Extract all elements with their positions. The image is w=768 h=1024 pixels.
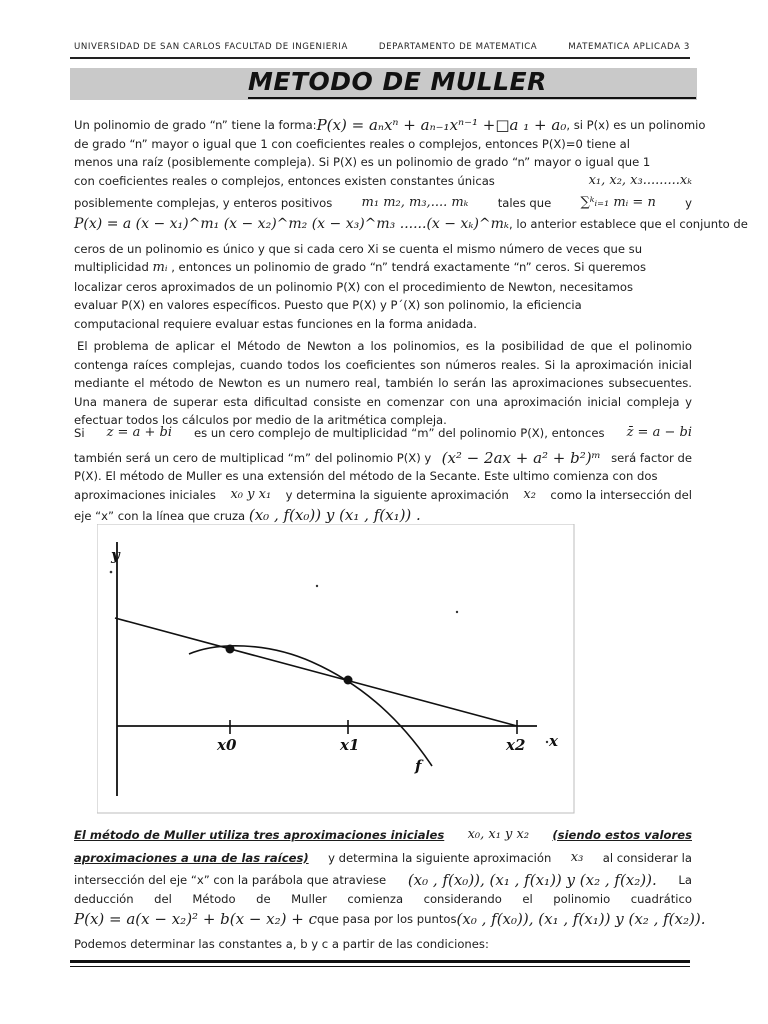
x-axis-label: x bbox=[549, 732, 558, 750]
text: , si P(x) es un polinomio bbox=[566, 118, 706, 132]
x3-symbol: x₃ bbox=[570, 849, 584, 865]
multiplicity-symbol: mᵢ bbox=[152, 260, 168, 276]
point-x0 bbox=[226, 645, 235, 654]
complex-root-equation: z = a + bi bbox=[106, 425, 172, 440]
secant-diagram bbox=[97, 524, 575, 814]
header-rule bbox=[70, 57, 690, 59]
secant-points-equation: (x₀ , f(x₀)) y (x₁ , f(x₁)) . bbox=[248, 506, 421, 525]
polynomial-equation: P(x) = aₙxⁿ + aₙ₋₁xⁿ⁻¹ +□a ₁ + a₀ bbox=[316, 116, 567, 134]
multiplicities-equation: m₁ m₂, m₃,.... mₖ bbox=[361, 195, 469, 211]
text: que pasa por los puntos bbox=[317, 912, 457, 927]
figure-frame bbox=[97, 524, 574, 813]
next-approx-symbol: x₂ bbox=[523, 486, 536, 502]
text: aproximaciones a una de las raíces) bbox=[74, 850, 309, 865]
footer-rule-thin bbox=[70, 966, 690, 967]
text: es un cero complejo de multiplicidad “m” del polinomio P(X), entonces bbox=[193, 426, 605, 440]
paragraph-intro bbox=[74, 116, 748, 334]
text: menos una raíz (posiblemente compleja). Si P(X) es un polinomio de grado “n” mayor o igual que 1 bbox=[74, 155, 651, 170]
paragraph-muller-method bbox=[74, 826, 706, 954]
initial-approx-symbols: x₀ y x₁ bbox=[230, 486, 272, 502]
text: posiblemente complejas, y enteros positivos bbox=[74, 196, 333, 211]
stray-dot bbox=[456, 611, 458, 613]
points-equation: (x₀ , f(x₀)), (x₁ , f(x₁)) y (x₂ , f(x₂)). bbox=[456, 910, 706, 929]
f-label: f bbox=[415, 757, 422, 775]
text: tales que bbox=[497, 196, 552, 211]
page-title: METODO DE MULLER bbox=[248, 67, 547, 96]
text: La bbox=[678, 873, 692, 888]
conjugate-root-equation: z̄ = a − bi bbox=[626, 425, 692, 440]
text: al considerar la bbox=[602, 850, 692, 865]
text: también será un cero de multiplicad “m” del polinomio P(X) y bbox=[74, 450, 432, 465]
text: aproximaciones iniciales bbox=[74, 487, 216, 502]
secant-figure bbox=[97, 524, 575, 814]
text: computacional requiere evaluar estas funciones en la forma anidada. bbox=[74, 316, 477, 331]
text: deducción del Método de Muller comienza considerando el polinomio cuadrático bbox=[74, 891, 692, 906]
text: eje “x” con la línea que cruza bbox=[74, 509, 246, 524]
quadratic-polynomial-equation: P(x) = a(x − x₂)² + b(x − x₂) + c bbox=[74, 910, 318, 929]
header-department: DEPARTAMENTO DE MATEMATICA bbox=[378, 42, 538, 52]
x0-label: x0 bbox=[217, 736, 237, 754]
stray-dot bbox=[316, 585, 318, 587]
text: , entonces un polinomio de grado “n” tendrá exactamente “n” ceros. Si queremos bbox=[171, 260, 647, 275]
text: localizar ceros aproximados de un polinomio P(X) con el procedimiento de Newton, necesitamos bbox=[74, 279, 634, 294]
roots-equation: x₁, x₂, x₃.........xₖ bbox=[588, 172, 692, 188]
sum-equation: ∑ᵏᵢ₌₁ mᵢ = n bbox=[580, 195, 656, 211]
three-approx-symbols: x₀, x₁ y x₂ bbox=[467, 827, 530, 842]
text: como la intersección del bbox=[550, 487, 692, 502]
text: intersección del eje “x” con la parábola que atraviese bbox=[74, 873, 387, 888]
stray-dot bbox=[546, 741, 548, 743]
text: evaluar P(X) en valores específicos. Puesto que P(X) y P´(X) son polinomio, la eficiencia bbox=[74, 298, 582, 313]
x1-label: x1 bbox=[340, 736, 360, 754]
text: con coeficientes reales o complejos, entonces existen constantes únicas bbox=[74, 173, 495, 188]
paragraph-newton-problem: El problema de aplicar el Método de Newton a los polinomios, es la posibilidad de que el polinomio contenga raíces complejas, cuando todos los coeficientes son números reales. Si la aproximación inicial mediante el método de Newton es un numero real, también lo serán las aproximaciones subsecuentes. Una manera de superar esta dificultad consiste en comenzar con una aproximación inicial compleja y efectuar todos los cálculos por medio de la aritmética compleja. bbox=[74, 339, 692, 428]
quadratic-factor-equation: (x² − 2ax + a² + b²)ᵐ bbox=[441, 448, 601, 467]
text: y determina la siguiente aproximación bbox=[328, 850, 552, 865]
text: Podemos determinar las constantes a, b y c a partir de las condiciones: bbox=[74, 936, 489, 951]
paragraph-complex-roots bbox=[74, 424, 692, 526]
text: Si bbox=[74, 426, 85, 440]
three-points-equation: (x₀ , f(x₀)), (x₁ , f(x₁)) y (x₂ , f(x₂)). bbox=[407, 871, 657, 890]
header-course: MATEMATICA APLICADA 3 bbox=[568, 42, 690, 52]
text: Un polinomio de grado “n” tiene la forma: bbox=[74, 118, 317, 132]
text: multiplicidad bbox=[74, 260, 149, 275]
text: y bbox=[685, 196, 692, 211]
y-axis-label: y bbox=[111, 546, 120, 564]
text: de grado “n” mayor o igual que 1 con coeficientes reales o complejos, entonces P(X)=0 tiene al bbox=[74, 136, 630, 151]
text: ceros de un polinomio es único y que si cada cero Xi se cuenta el mismo número de veces que su bbox=[74, 241, 643, 256]
text: y determina la siguiente aproximación bbox=[285, 487, 509, 502]
page-header bbox=[74, 42, 690, 52]
title-underline bbox=[248, 97, 696, 99]
text: P(X). El método de Muller es una extensión del método de la Secante. Este ultimo comienza con dos bbox=[74, 469, 658, 484]
stray-dot bbox=[110, 571, 113, 574]
footer-rule bbox=[70, 960, 690, 963]
text: , lo anterior establece que el conjunto de bbox=[509, 216, 748, 231]
text: (siendo estos valores bbox=[552, 828, 692, 842]
header-university: UNIVERSIDAD DE SAN CARLOS FACULTAD DE INGENIERIA bbox=[74, 42, 348, 52]
x2-label: x2 bbox=[506, 736, 526, 754]
point-x1 bbox=[344, 676, 353, 685]
text: será factor de bbox=[611, 450, 692, 465]
text: El método de Muller utiliza tres aproximaciones iniciales bbox=[74, 828, 445, 842]
factored-polynomial-equation: P(x) = a (x − x₁)^m₁ (x − x₂)^m₂ (x − x₃)^m₃ ......(x − xₖ)^mₖ bbox=[74, 215, 510, 232]
